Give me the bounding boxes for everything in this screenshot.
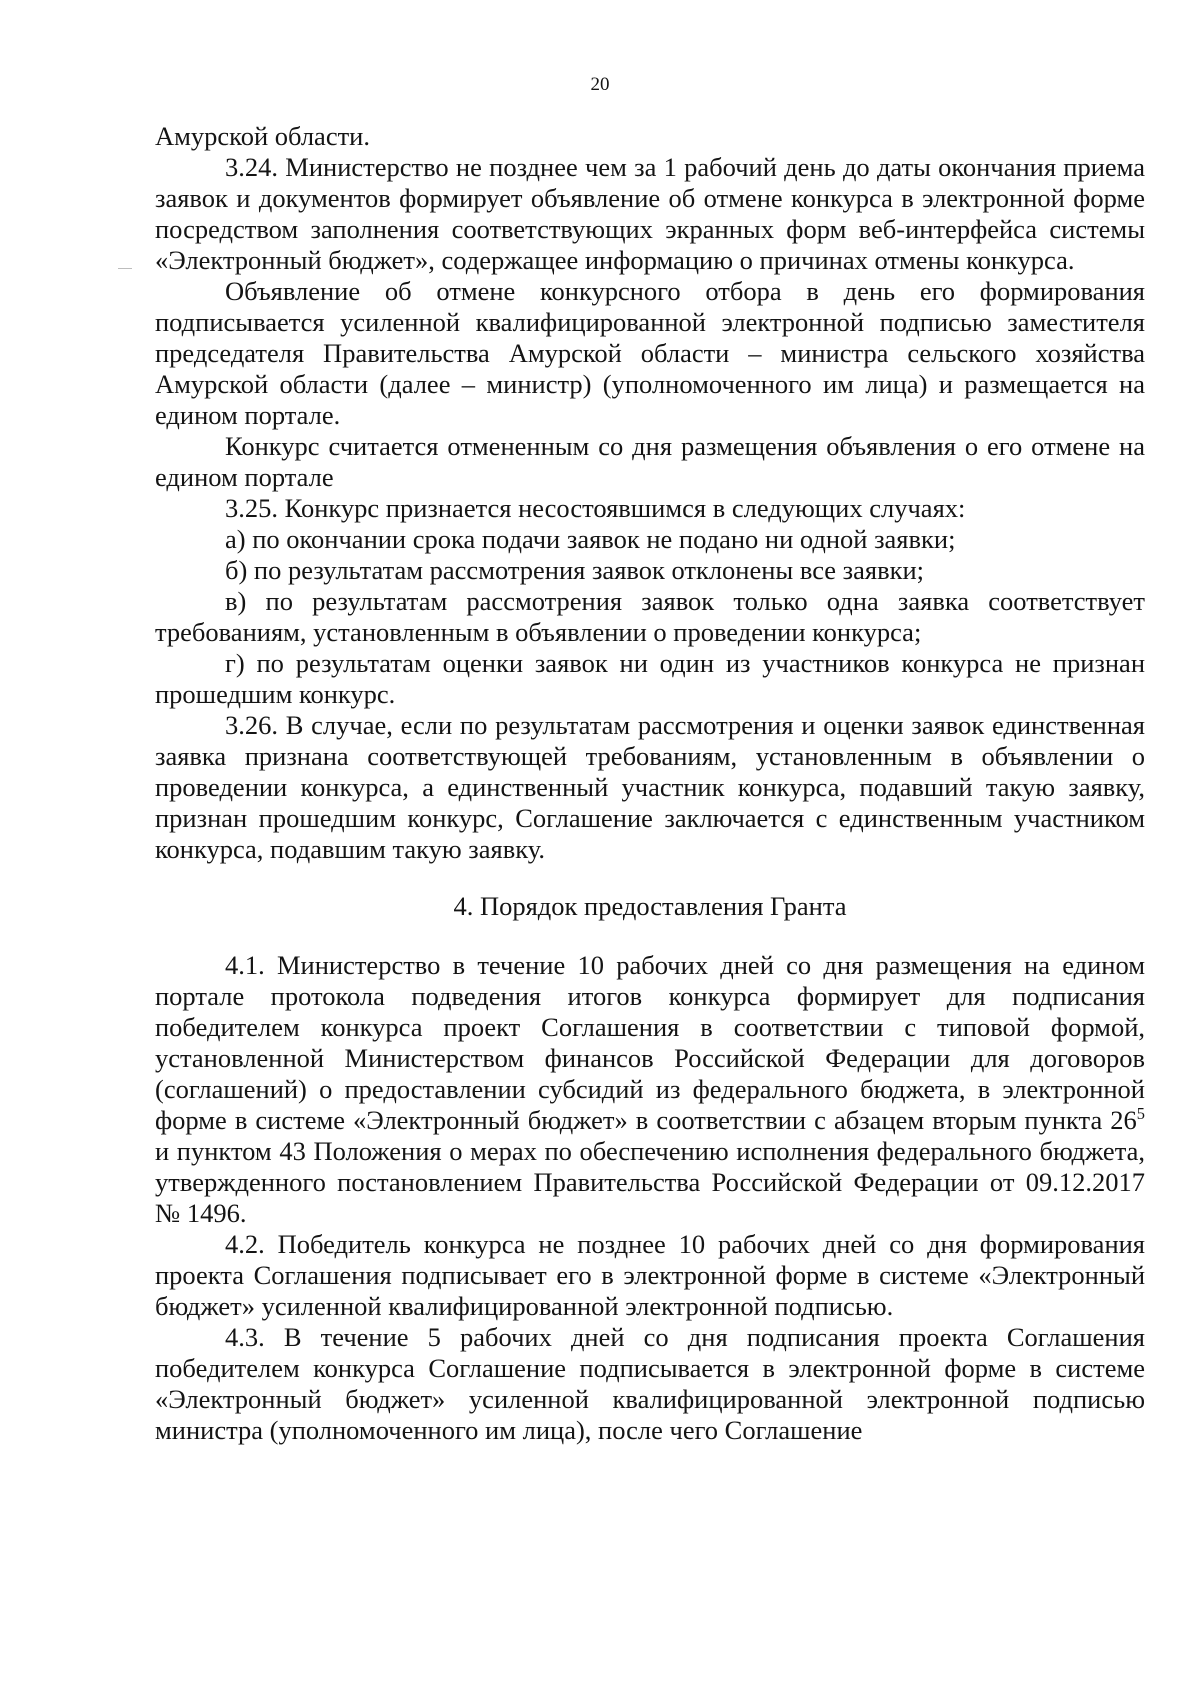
list-item-v: в) по результатам рассмотрения заявок только одна заявка соответствует требованиям, установленным в объявлении о проведении конкурса; xyxy=(155,586,1145,647)
paragraph-contest-cancelled: Конкурс считается отмененным со дня размещения объявления о его отмене на едином портале xyxy=(155,431,1145,492)
paragraph-4-1 xyxy=(155,950,1145,1229)
paragraph-3-25: 3.25. Конкурс признается несостоявшимся в следующих случаях: xyxy=(225,493,966,523)
scan-margin-mark xyxy=(118,268,132,269)
list-item-b: б) по результатам рассмотрения заявок отклонены все заявки; xyxy=(225,555,925,585)
list-item-g: г) по результатам оценки заявок ни один из участников конкурса не признан прошедшим конкурс. xyxy=(155,648,1145,709)
paragraph-4-2: 4.2. Победитель конкурса не позднее 10 рабочих дней со дня формирования проекта Соглашения подписывает его в электронной форме в системе «Электронный бюджет» усиленной квалифицированной электронной подписью. xyxy=(155,1229,1145,1321)
paragraph-4-1-superscript: 5 xyxy=(1136,1104,1145,1124)
paragraph-3-24: 3.24. Министерство не позднее чем за 1 рабочий день до даты окончания приема заявок и документов формирует объявление об отмене конкурса в электронной форме посредством заполнения соответствующих экранных форм веб-интерфейса системы «Электронный бюджет», содержащее информацию о причинах отмены конкурса. xyxy=(155,152,1145,275)
section-title: 4. Порядок предоставления Гранта xyxy=(453,891,847,921)
paragraph-cancellation-notice: Объявление об отмене конкурсного отбора в день его формирования подписывается усиленной квалифицированной электронной подписью заместителя председателя Правительства Амурской области – министра сельского хозяйства Амурской области (далее – министр) (уполномоченного им лица) и размещается на едином портале. xyxy=(155,276,1145,430)
page-number: 20 xyxy=(590,74,610,95)
document-body xyxy=(155,121,1145,1446)
paragraph-3-26: 3.26. В случае, если по результатам рассмотрения и оценки заявок единственная заявка признана соответствующей требованиям, установленным в объявлении о проведении конкурса, а единственный участник конкурса, подавший такую заявку, признан прошедшим конкурс, Соглашение заключается с единственным участником конкурса, подавшим такую заявку. xyxy=(155,710,1145,864)
list-item-a: а) по окончании срока подачи заявок не подано ни одной заявки; xyxy=(225,524,956,554)
paragraph-4-1-text-end: и пунктом 43 Положения о мерах по обеспечению исполнения федерального бюджета, утвержденного постановлением Правительства Российской Федерации от 09.12.2017 № 1496. xyxy=(155,1136,1145,1228)
paragraph-continuation: Амурской области. xyxy=(155,121,370,151)
paragraph-4-1-text-start: 4.1. Министерство в течение 10 рабочих дней со дня размещения на едином портале протокола подведения итогов конкурса формирует для подписания победителем конкурса проект Соглашения в соответствии с типовой формой, установленной Министерством финансов Российской Федерации для договоров (соглашений) о предоставлении субсидий из федерального бюджета, в электронной форме в системе «Электронный бюджет» в соответствии с абзацем вторым пункта 26 xyxy=(155,950,1145,1135)
paragraph-4-3: 4.3. В течение 5 рабочих дней со дня подписания проекта Соглашения победителем конкурса Соглашение подписывается в электронной форме в системе «Электронный бюджет» усиленной квалифицированной электронной подписью министра (уполномоченного им лица), после чего Соглашение xyxy=(155,1322,1145,1445)
